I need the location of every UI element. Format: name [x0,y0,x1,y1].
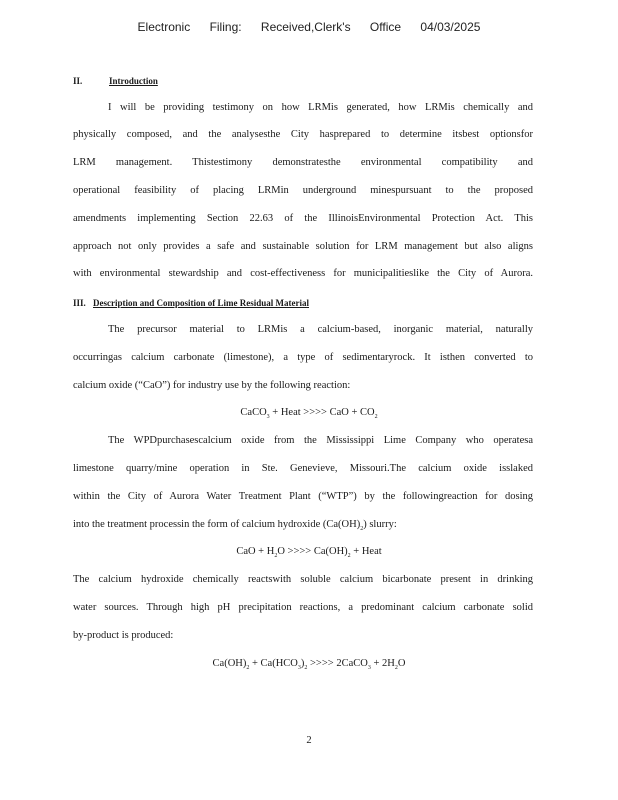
filing-header [0,20,618,34]
text-line: calcium oxide (“CaO”) for industry use by the following reaction: [73,380,351,391]
text-line: occurringas calcium carbonate (limestone), a type of sedimentaryrock. It isthen converted to [73,352,533,363]
equation-slaking [0,546,618,559]
eq-sub: 2 [274,553,278,560]
eq-sub: 2 [374,414,378,421]
text-line: The WPDpurchasescalcium oxide from the Mississippi Lime Company who operatesa [108,435,533,446]
section-heading-description [73,298,309,308]
eq-term: O >>>> Ca(OH) [277,546,348,557]
text-line: within the City of Aurora Water Treatment Plant (“WTP”) by the followingreaction for dosing [73,491,533,502]
section-number: II. [73,76,83,86]
text-line: I will be providing testimony on how LRMis generated, how LRMis chemically and [108,102,533,113]
eq-sub: 3 [367,665,371,672]
text-line: approach not only provides a safe and sustainable solution for LRM management but also aligns [73,241,533,252]
section-title: Description and Composition of Lime Residual Material [93,298,309,308]
eq-term: + Heat [350,546,382,557]
eq-sub: 2 [347,553,351,560]
text-line: amendments implementing Section 22.63 of the IllinoisEnvironmental Protection Act. This [73,213,533,224]
text-line: with environmental stewardship and cost-effectiveness for municipalitieslike the City of Aurora. [73,268,533,279]
eq-term: CaCO [240,407,267,418]
text-line: water sources. Through high pH precipitation reactions, a predominant calcium carbonate solid [73,602,533,613]
section-title: Introduction [109,76,158,86]
text-line: The precursor material to LRMis a calcium-based, inorganic material, naturally [108,324,533,335]
text-line: The calcium hydroxide chemically reactswith soluble calcium bicarbonate present in drinking [73,574,533,585]
section-number: III. [73,298,86,308]
text-fragment: into the treatment processin the form of calcium hydroxide (Ca(OH) [73,519,361,530]
header-office: Office [369,20,402,34]
eq-term: + Ca(HCO [249,658,298,669]
header-received: Received,Clerk's [260,20,351,34]
header-electronic: Electronic [137,20,191,34]
eq-term: Ca(OH) [212,658,247,669]
eq-sub: 2 [394,665,398,672]
text-line: operational feasibility of placing LRMin underground minespursuant to the proposed [73,185,533,196]
eq-term: + 2H [370,658,395,669]
eq-sub: 3 [297,665,301,672]
eq-term: + Heat >>>> CaO + CO [269,407,375,418]
eq-term: O [397,658,406,669]
text-line: limestone quarry/mine operation in Ste. Genevieve, Missouri.The calcium oxide isslaked [73,463,533,474]
header-date: 04/03/2025 [420,20,481,34]
page-number: 2 [306,735,312,746]
equation-precipitation [0,658,618,671]
header-filing: Filing: [209,20,242,34]
eq-sub: 3 [266,414,270,421]
text-line [73,519,533,532]
eq-sub: 2 [246,665,250,672]
text-line: by-product is produced: [73,630,174,641]
eq-sub: 2 [304,665,308,672]
eq-term: CaO + H [236,546,275,557]
eq-term: ) [300,658,305,669]
eq-term: >>>> 2CaCO [307,658,368,669]
text-fragment: ) slurry: [363,519,397,530]
text-line: LRM management. Thistestimony demonstratesthe environmental compatibility and [73,157,533,168]
text-line: physically composed, and the analysesthe City hasprepared to determine itsbest optionsfor [73,129,533,140]
section-heading-introduction [73,76,158,86]
equation-limestone-calcination [0,407,618,420]
text-sub: 2 [360,526,364,533]
